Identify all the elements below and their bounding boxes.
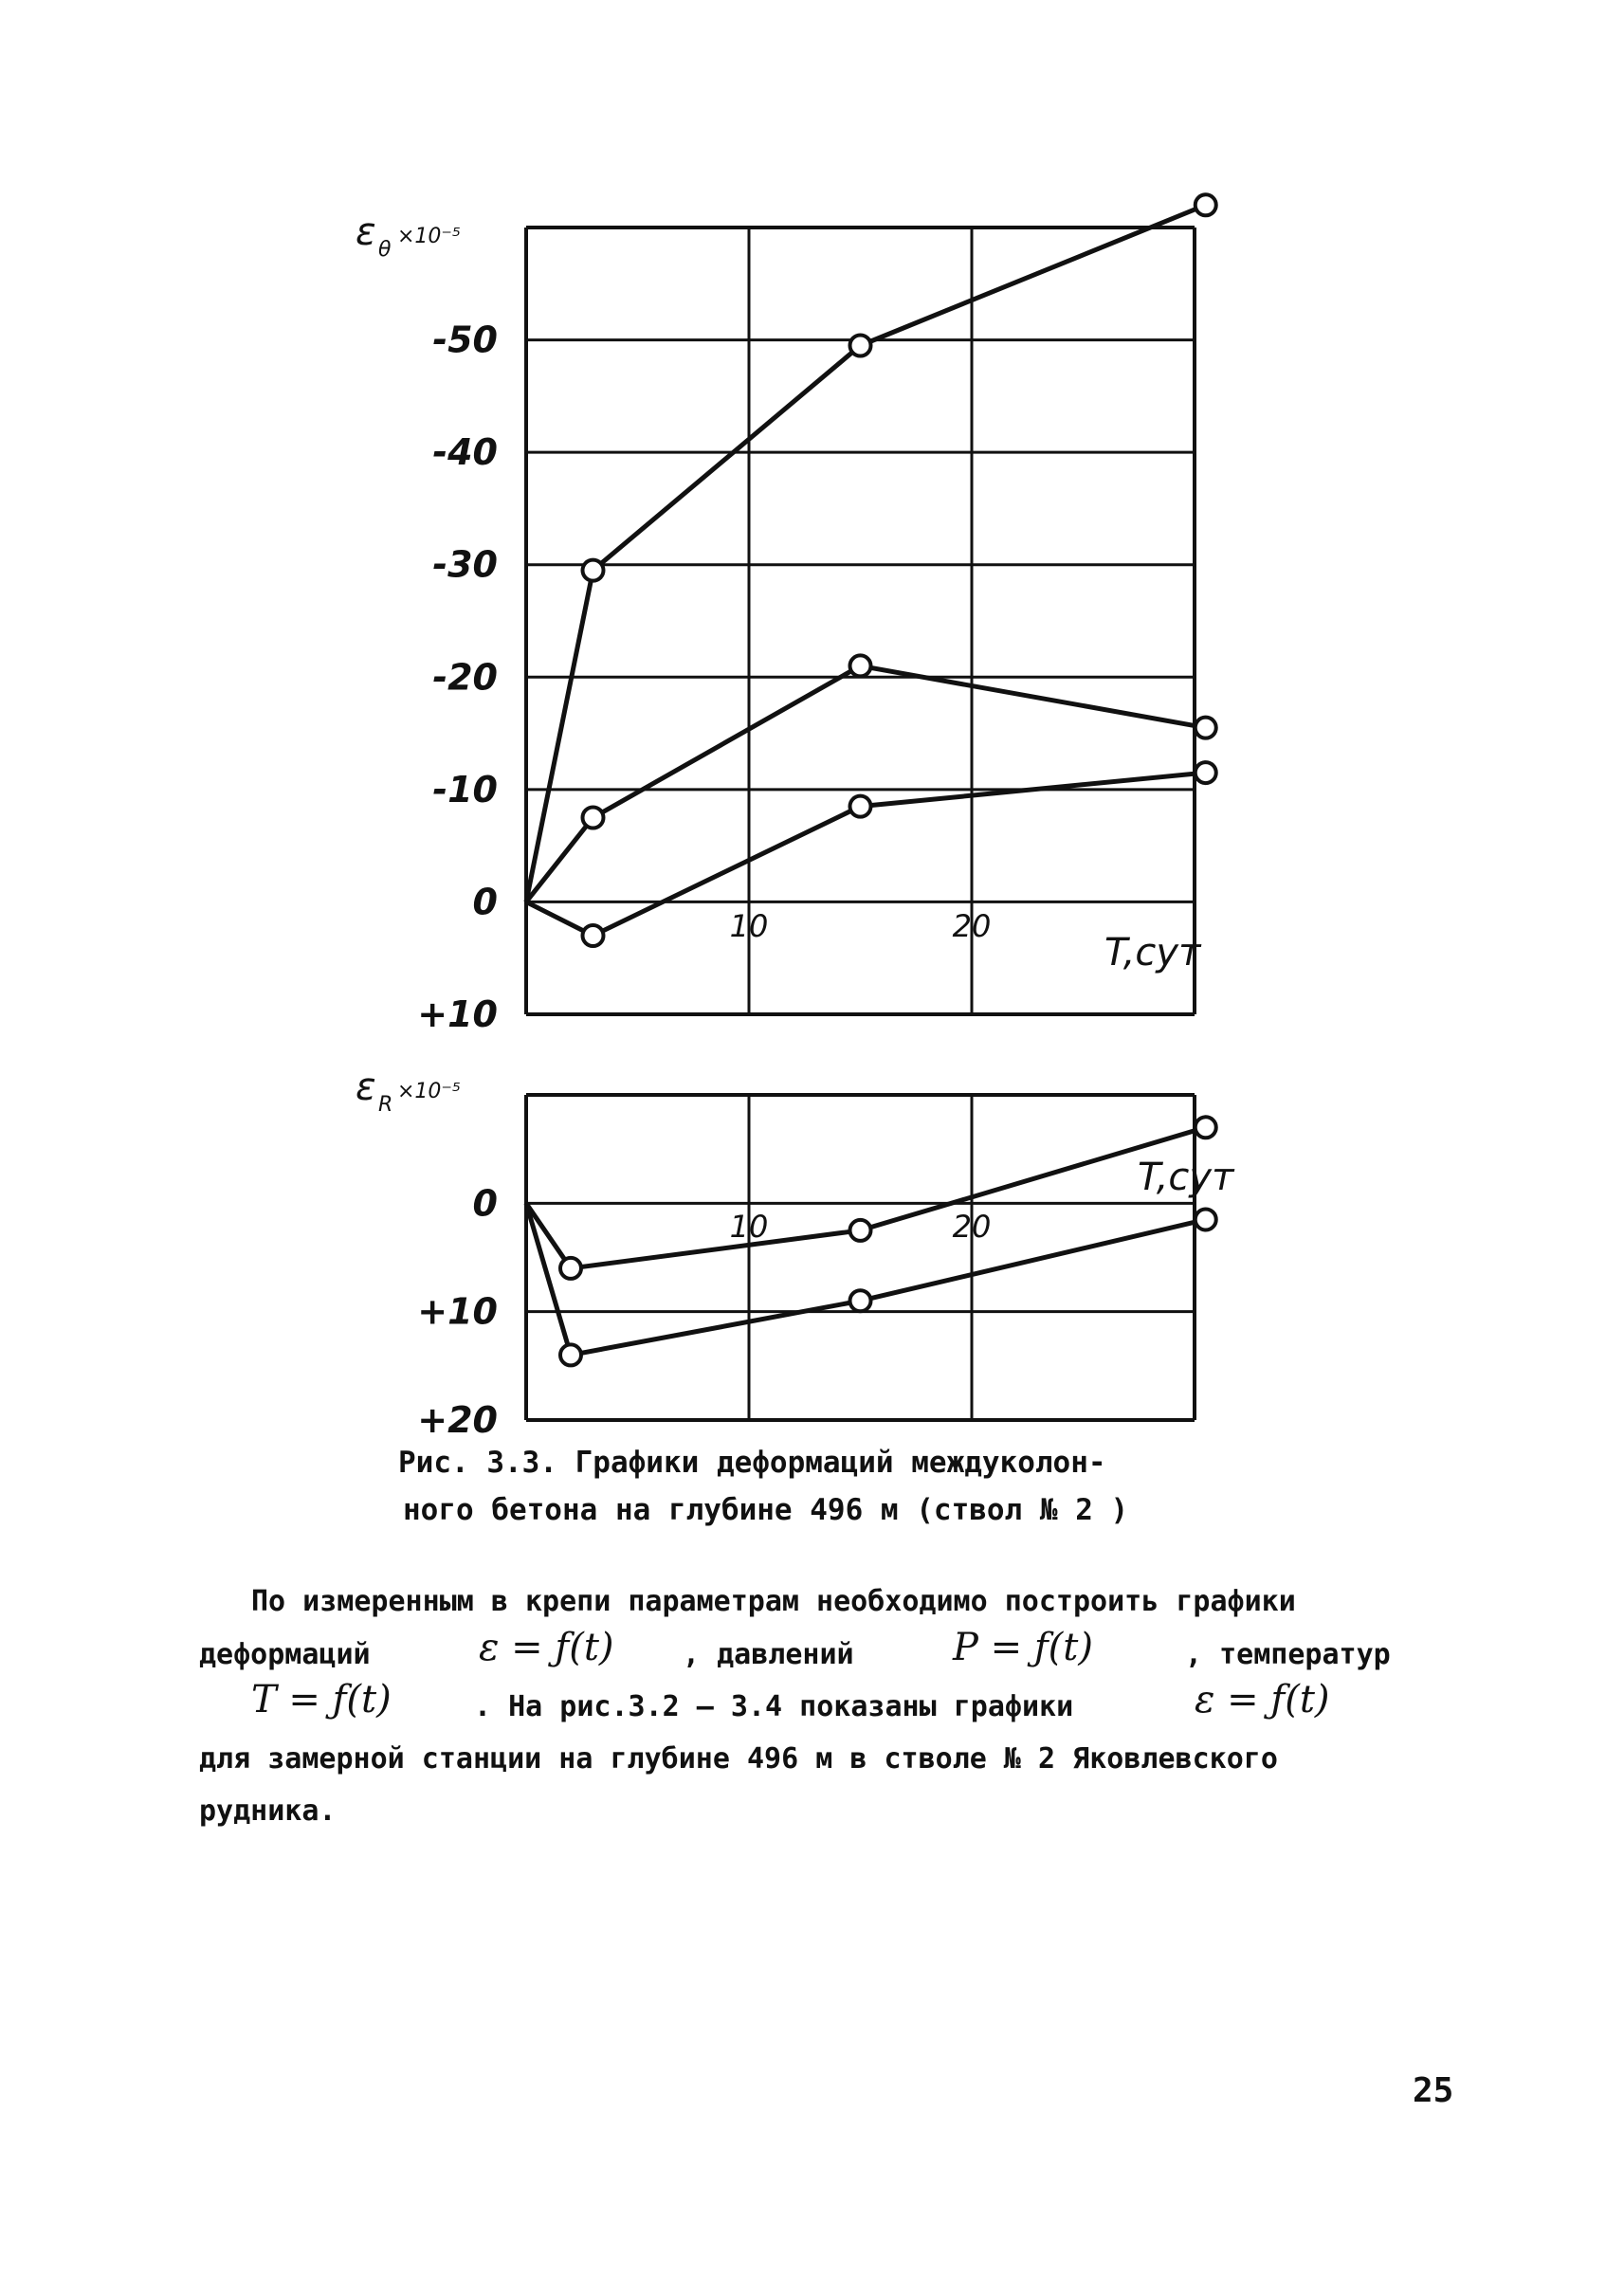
data-point (583, 808, 604, 829)
body-line-3: . На рис.3.2 – 3.4 показаны графики (474, 1690, 1074, 1723)
y-axis-label-sub: θ (378, 238, 392, 262)
x-tick-label: 20 (952, 1209, 992, 1245)
data-point (583, 925, 604, 946)
data-point (850, 796, 871, 817)
data-point (850, 336, 871, 356)
formula-epsilon-2: ε = ƒ(t) (1195, 1678, 1330, 1721)
y-tick-label: -50 (432, 319, 498, 361)
body-line-5: рудника. (199, 1794, 337, 1828)
y-tick-label: 0 (472, 881, 498, 923)
y-axis-label-sub: R (378, 1093, 393, 1117)
chart-epsilon-r (356, 1066, 1235, 1441)
y-tick-label: -40 (432, 431, 498, 474)
figure-caption-line-1: Рис. 3.3. Графики деформаций междуколон- (398, 1446, 1106, 1480)
formula-temperature: T = ƒ(t) (251, 1678, 392, 1721)
body-line-2c: , температур (1185, 1638, 1391, 1671)
data-point (850, 1290, 871, 1311)
y-tick-label: -10 (432, 768, 498, 811)
y-axis-label: ε (356, 210, 376, 254)
chart-epsilon-theta (356, 194, 1216, 1035)
y-tick-label: -30 (432, 543, 498, 586)
body-line-2b: , давлений (683, 1638, 854, 1671)
figure-caption-line-2: ного бетона на глубине 496 м (ствол № 2 ) (403, 1493, 1129, 1527)
series-line (526, 1127, 1206, 1268)
x-axis-label: T,сут (1104, 931, 1201, 974)
data-point (850, 1220, 871, 1241)
y-tick-label: +10 (417, 1290, 498, 1333)
x-tick-label: 10 (729, 908, 769, 944)
body-line-4: для замерной станции на глубине 496 м в стволе № 2 Яковлевского (199, 1742, 1278, 1776)
y-axis-label-scale: ×10⁻⁵ (397, 1080, 461, 1103)
page-number: 25 (1413, 2071, 1454, 2110)
y-tick-label: +10 (417, 993, 498, 1035)
data-point (1195, 194, 1216, 215)
data-point (583, 560, 604, 581)
formula-epsilon: ε = ƒ(t) (479, 1626, 614, 1669)
body-line-2a: деформаций (199, 1638, 371, 1671)
formula-pressure: P = ƒ(t) (953, 1626, 1093, 1669)
y-tick-label: -20 (432, 656, 498, 699)
data-point (1195, 1117, 1216, 1138)
data-point (1195, 718, 1216, 738)
y-tick-label: 0 (472, 1182, 498, 1225)
x-tick-label: 20 (952, 908, 992, 944)
data-point (1195, 762, 1216, 783)
x-axis-label: T,сут (1138, 1156, 1234, 1199)
body-line-1: По измеренным в крепи параметрам необходимо построить графики (251, 1585, 1296, 1618)
y-tick-label: +20 (417, 1399, 498, 1441)
data-point (1195, 1209, 1216, 1229)
data-point (560, 1344, 581, 1365)
y-axis-label-scale: ×10⁻⁵ (397, 225, 461, 248)
y-axis-label: ε (356, 1066, 376, 1109)
data-point (850, 655, 871, 676)
data-point (560, 1258, 581, 1279)
x-tick-label: 10 (729, 1209, 769, 1245)
